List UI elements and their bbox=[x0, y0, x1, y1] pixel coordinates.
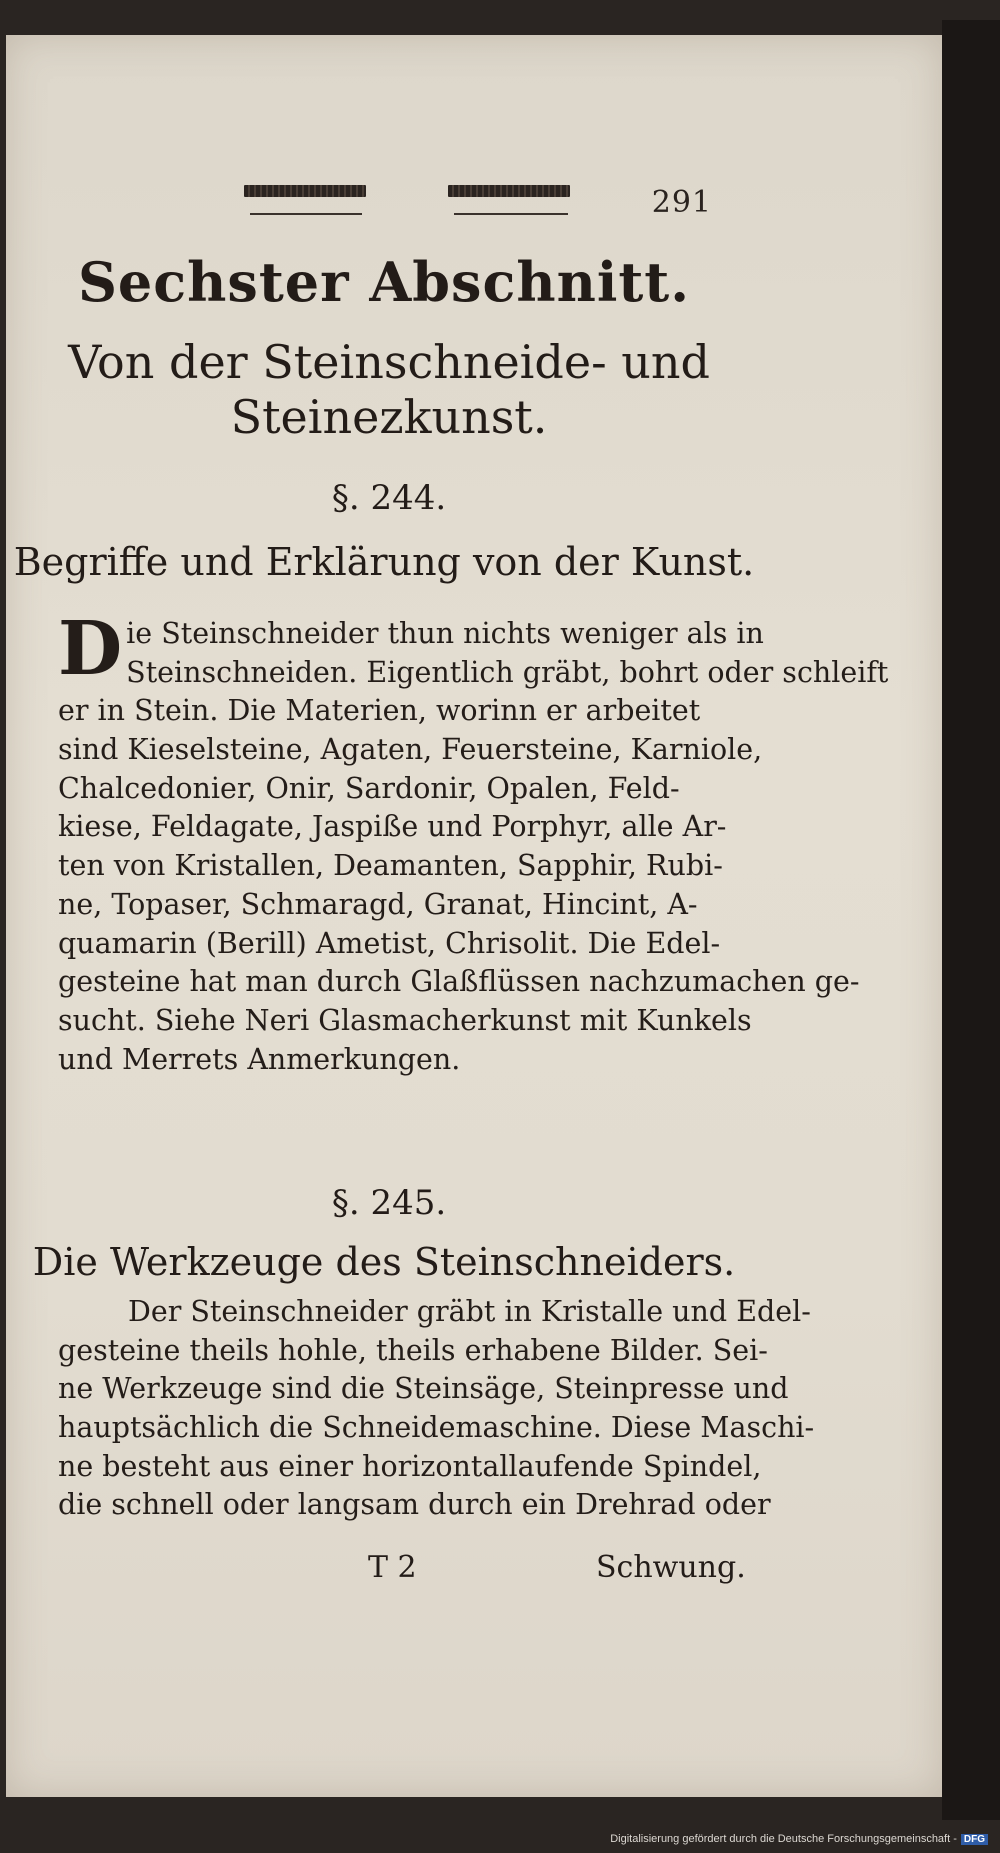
text-line: Der Steinschneider gräbt in Kristalle und Edel- bbox=[128, 1295, 811, 1328]
text-line: ten von Kristallen, Deamanten, Sapphir, Rubi- bbox=[58, 849, 723, 883]
text-line: er in Stein. Die Materien, worinn er arbeitet bbox=[58, 694, 701, 728]
text-line: sucht. Siehe Neri Glasmacherkunst mit Kunkels bbox=[58, 1003, 752, 1037]
dfg-logo: DFG bbox=[961, 1834, 988, 1845]
chapter-title: Sechster Abschnitt. bbox=[77, 250, 691, 314]
catchword: Schwung. bbox=[596, 1550, 746, 1585]
text-line: gesteine theils hohle, theils erhabene Bilder. Sei- bbox=[58, 1333, 768, 1367]
text-line: und Merrets Anmerkungen. bbox=[58, 1042, 461, 1076]
text-line: ne, Topaser, Schmaragd, Granat, Hincint, A- bbox=[58, 887, 698, 921]
dropcap: D bbox=[58, 606, 123, 692]
text-line: sind Kieselsteine, Agaten, Feuersteine, Karniole, bbox=[58, 733, 763, 767]
section-number-245: §. 245. bbox=[331, 1183, 447, 1223]
ornament-right bbox=[448, 185, 570, 197]
book-edge bbox=[942, 20, 1000, 1820]
text-line: Chalcedonier, Onir, Sardonir, Opalen, Feld- bbox=[58, 771, 680, 805]
text-line: kiese, Feldagate, Jaspiße und Porphyr, alle Ar- bbox=[58, 810, 727, 844]
section-title-245: Die Werkzeuge des Steinschneiders. bbox=[32, 1240, 736, 1284]
text-line: ne besteht aus einer horizontallaufende Spindel, bbox=[58, 1449, 762, 1483]
digitization-footer bbox=[610, 1833, 988, 1845]
paragraph-245 bbox=[58, 1293, 815, 1525]
text-line: Steinschneiden. Eigentlich gräbt, bohrt oder schleift bbox=[126, 655, 889, 689]
book-page bbox=[6, 35, 942, 1797]
paragraph-244 bbox=[58, 606, 889, 1079]
ornament-left bbox=[244, 185, 366, 197]
rule-right bbox=[454, 213, 568, 215]
text-line: die schnell oder langsam durch ein Drehrad oder bbox=[58, 1488, 771, 1522]
text-line: gesteine hat man durch Glaßflüssen nachzumachen ge- bbox=[58, 965, 860, 999]
chapter-subtitle-line-1: Von der Steinschneide- und bbox=[68, 335, 710, 389]
section-number-244: §. 244. bbox=[331, 478, 447, 518]
text-line: ne Werkzeuge sind die Steinsäge, Steinpresse und bbox=[58, 1372, 789, 1406]
text-line: ie Steinschneider thun nichts weniger als in bbox=[126, 617, 764, 650]
text-line: quamarin (Berill) Ametist, Chrisolit. Die Edel- bbox=[58, 926, 721, 960]
text-line: hauptsächlich die Schneidemaschine. Diese Maschi- bbox=[58, 1411, 815, 1445]
section-title-244: Begriffe und Erklärung von der Kunst. bbox=[13, 540, 755, 584]
footer-text: Digitalisierung gefördert durch die Deutsche Forschungsgemeinschaft - bbox=[610, 1833, 957, 1845]
rule-left bbox=[250, 213, 362, 215]
page-number: 291 bbox=[651, 185, 712, 220]
chapter-subtitle-line-2: Steinezkunst. bbox=[230, 390, 548, 444]
signature-mark: T 2 bbox=[368, 1550, 417, 1585]
header-ornaments bbox=[6, 147, 942, 187]
